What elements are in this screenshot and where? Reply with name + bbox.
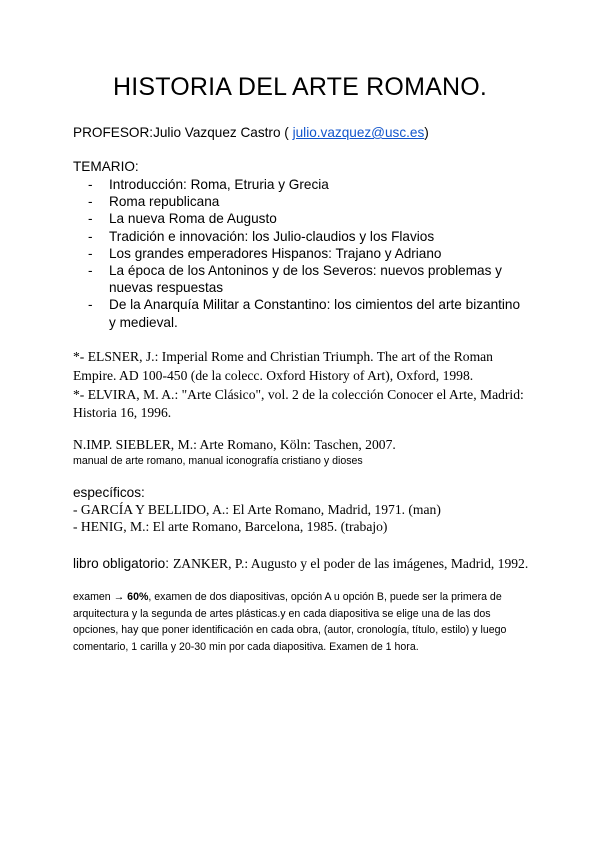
page-title: HISTORIA DEL ARTE ROMANO. [112, 73, 488, 101]
dash-bullet: - [88, 297, 93, 313]
especificos-item: - GARCÍA Y BELLIDO, A.: El Arte Romano, Madrid, 1971. (man) [73, 502, 441, 517]
temario-item [88, 193, 549, 210]
obligatorio-label: libro obligatorio: [73, 556, 169, 571]
exam-percent: 60% [127, 591, 149, 603]
obligatorio-book: ZANKER, P.: Augusto y el poder de las imágenes, Madrid, 1992. [172, 556, 529, 571]
temario-item-text: La nueva Roma de Augusto [109, 211, 277, 227]
professor-name: Julio Vazquez Castro ( [153, 125, 289, 140]
temario-item-text: Tradición e innovación: los Julio-claudios y los Flavios [109, 228, 435, 244]
temario-list [88, 176, 549, 331]
temario-item [88, 262, 504, 296]
professor-email-link[interactable]: julio.vazquez@usc.es [292, 125, 425, 140]
exam-intro: examen → [73, 591, 128, 603]
temario-item-text: Los grandes emperadores Hispanos: Trajano y Adriano [109, 245, 442, 261]
professor-label: PROFESOR: [73, 125, 154, 140]
bibliography-line: Historia 16, 1996. [73, 405, 172, 420]
bibliography-line: *- ELVIRA, M. A.: "Arte Clásico", vol. 2 de la colección Conocer el Arte, Madrid: [73, 387, 524, 402]
temario-item-text: De la Anarquía Militar a Constantino: los cimientos del arte bizantino y medieval. [109, 297, 521, 330]
temario-item-text: La época de los Antoninos y de los Severos: nuevos problemas y nuevas respuestas [109, 263, 502, 296]
obligatorio-line [73, 555, 528, 573]
temario-item-text: Roma republicana [109, 194, 220, 210]
dash-bullet: - [88, 245, 93, 261]
dash-bullet: - [88, 177, 93, 192]
especificos-heading: específicos: [73, 485, 145, 500]
professor-line [73, 124, 429, 142]
dash-bullet: - [88, 263, 93, 279]
temario-item [88, 228, 549, 245]
temario-heading: TEMARIO: [73, 159, 139, 174]
professor-close-paren: ) [424, 125, 429, 140]
manuals-note: manual de arte romano, manual iconografía cristiano y dioses [73, 455, 363, 467]
temario-item-text: Introducción: Roma, Etruria y Grecia [109, 177, 329, 192]
temario-item [88, 296, 529, 330]
dash-bullet: - [88, 228, 93, 244]
exam-description [73, 589, 533, 655]
bibliography-line: Empire. AD 100-450 (de la colecc. Oxford History of Art), Oxford, 1998. [73, 368, 474, 383]
temario-item [88, 210, 549, 227]
especificos-item: - HENIG, M.: El arte Romano, Barcelona, 1985. (trabajo) [73, 519, 388, 534]
exam-text: , examen de dos diapositivas, opción A u opción B, puede ser la primera de arquitectura y la segunda de artes plásticas.y en cada diapositiva se elige una de las dos opciones, hay que poner identificación en cada obra, (autor, cronología, título, estilo) y luego comentario, 1 carilla y 20-30 min por cada diapositiva. Examen de 1 hora. [73, 591, 507, 653]
temario-item [88, 245, 549, 262]
dash-bullet: - [88, 194, 93, 210]
temario-item [88, 176, 549, 193]
bibliography-line: *- ELSNER, J.: Imperial Rome and Christian Triumph. The art of the Roman [73, 349, 493, 364]
dash-bullet: - [88, 211, 93, 227]
bibliography-siebler: N.IMP. SIEBLER, M.: Arte Romano, Köln: Taschen, 2007. [73, 437, 396, 452]
